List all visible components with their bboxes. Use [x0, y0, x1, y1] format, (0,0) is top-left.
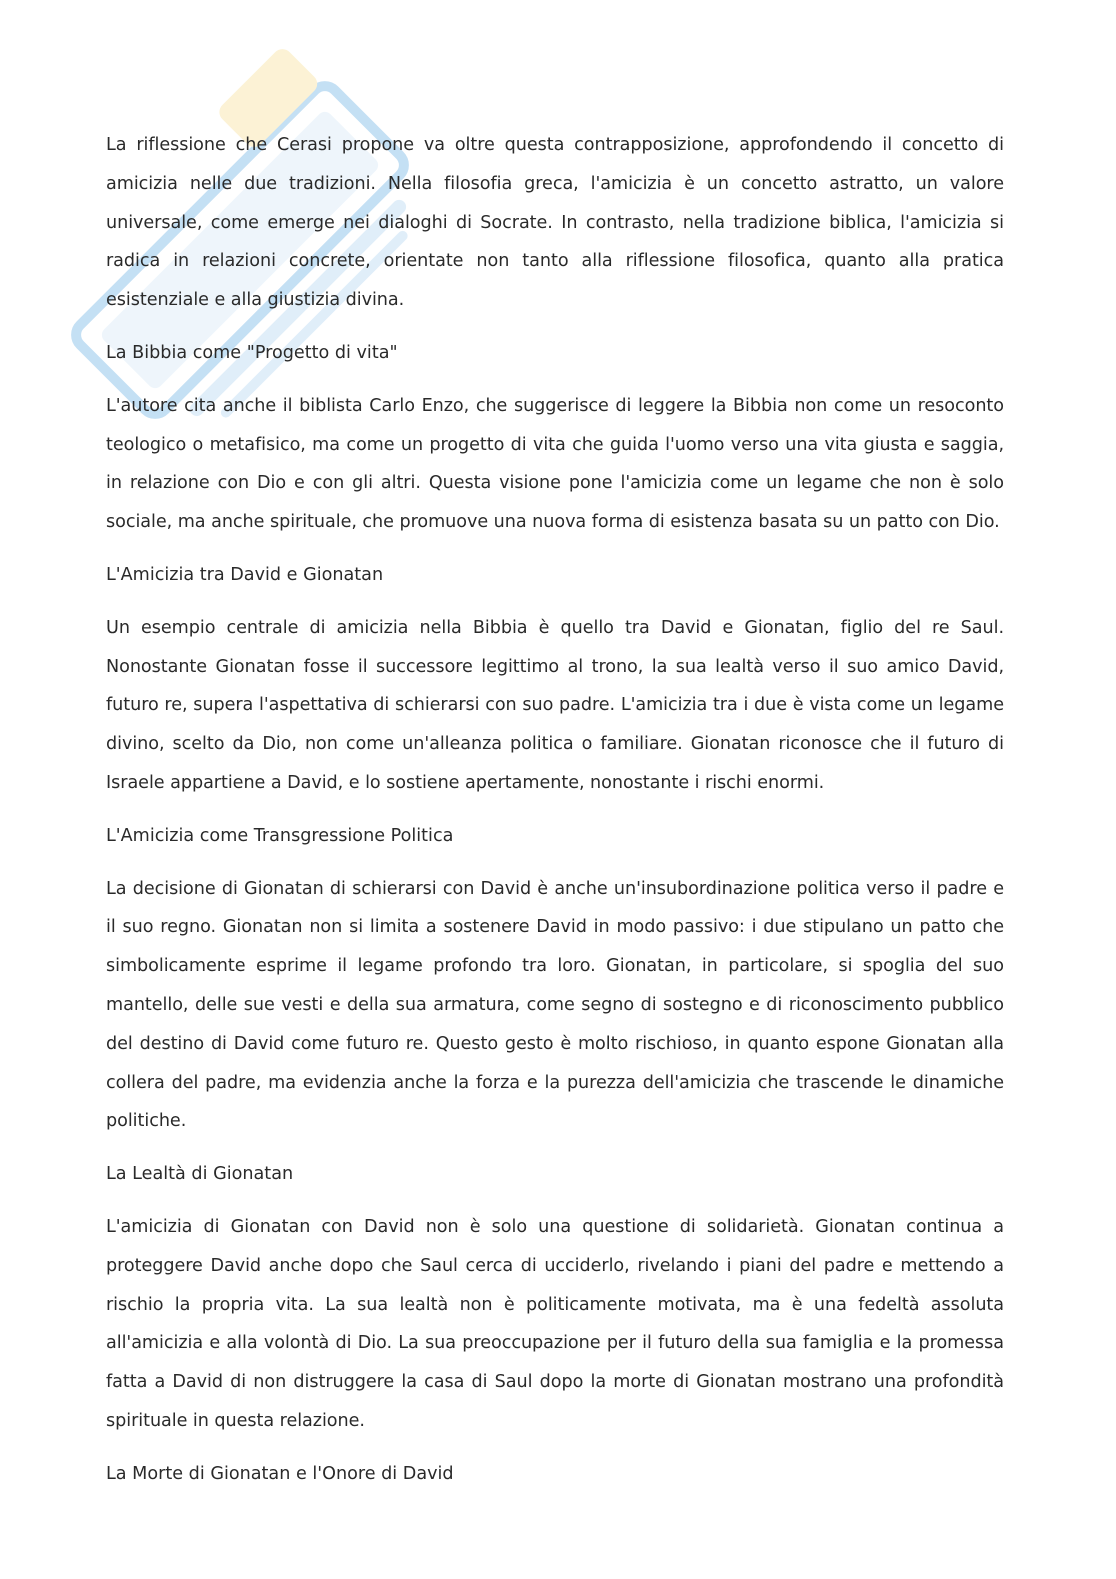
paragraph: L'amicizia di Gionatan con David non è solo una questione di solidarietà. Gionatan continua a proteggere David anche dopo che Saul cerca di ucciderlo, rivelando i piani del padre e mettendo a rischio la propria vita. La sua lealtà non è politicamente motivata, ma è una fedeltà assoluta all'amicizia e alla volontà di Dio. La sua preoccupazione per il futuro della sua famiglia e la promessa fatta a David di non distruggere la casa di Saul dopo la morte di Gionatan mostrano una profondità spirituale in questa relazione.: [106, 1216, 1004, 1431]
paragraph: Un esempio centrale di amicizia nella Bibbia è quello tra David e Gionatan, figlio del re Saul. Nonostante Gionatan fosse il successore legittimo al trono, la sua lealtà verso il suo amico David, futuro re, supera l'aspettativa di schierarsi con suo padre. L'amicizia tra i due è vista come un legame divino, scelto da Dio, non come un'alleanza politica o familiare. Gionatan riconosce che il futuro di Israele appartiene a David, e lo sostiene apertamente, nonostante i rischi enormi.: [106, 617, 1004, 793]
paragraph: La riflessione che Cerasi propone va oltre questa contrapposizione, approfondendo il concetto di amicizia nelle due tradizioni. Nella filosofia greca, l'amicizia è un concetto astratto, un valore universale, come emerge nei dialoghi di Socrate. In contrasto, nella tradizione biblica, l'amicizia si radica in relazioni concrete, orientate non tanto alla riflessione filosofica, quanto alla pratica esistenziale e alla giustizia divina.: [106, 135, 1004, 311]
section-heading: L'Amicizia tra David e Gionatan: [106, 564, 384, 585]
document-body: [106, 126, 1004, 1508]
section-heading: L'Amicizia come Transgressione Politica: [106, 825, 454, 846]
section-heading: La Morte di Gionatan e l'Onore di David: [106, 1463, 454, 1484]
section-heading: La Bibbia come "Progetto di vita": [106, 342, 398, 363]
section-heading: La Lealtà di Gionatan: [106, 1164, 294, 1185]
paragraph: La decisione di Gionatan di schierarsi con David è anche un'insubordinazione politica verso il padre e il suo regno. Gionatan non si limita a sostenere David in modo passivo: i due stipulano un patto che simbolicamente esprime il legame profondo tra loro. Gionatan, in particolare, si spoglia del suo mantello, delle sue vesti e della sua armatura, come segno di sostegno e di riconoscimento pubblico del destino di David come futuro re. Questo gesto è molto rischioso, in quanto espone Gionatan alla collera del padre, ma evidenzia anche la forza e la purezza dell'amicizia che trascende le dinamiche politiche.: [106, 878, 1004, 1132]
paragraph: L'autore cita anche il biblista Carlo Enzo, che suggerisce di leggere la Bibbia non come un resoconto teologico o metafisico, ma come un progetto di vita che guida l'uomo verso una vita giusta e saggia, in relazione con Dio e con gli altri. Questa visione pone l'amicizia come un legame che non è solo sociale, ma anche spirituale, che promuove una nuova forma di esistenza basata su un patto con Dio.: [106, 395, 1004, 533]
